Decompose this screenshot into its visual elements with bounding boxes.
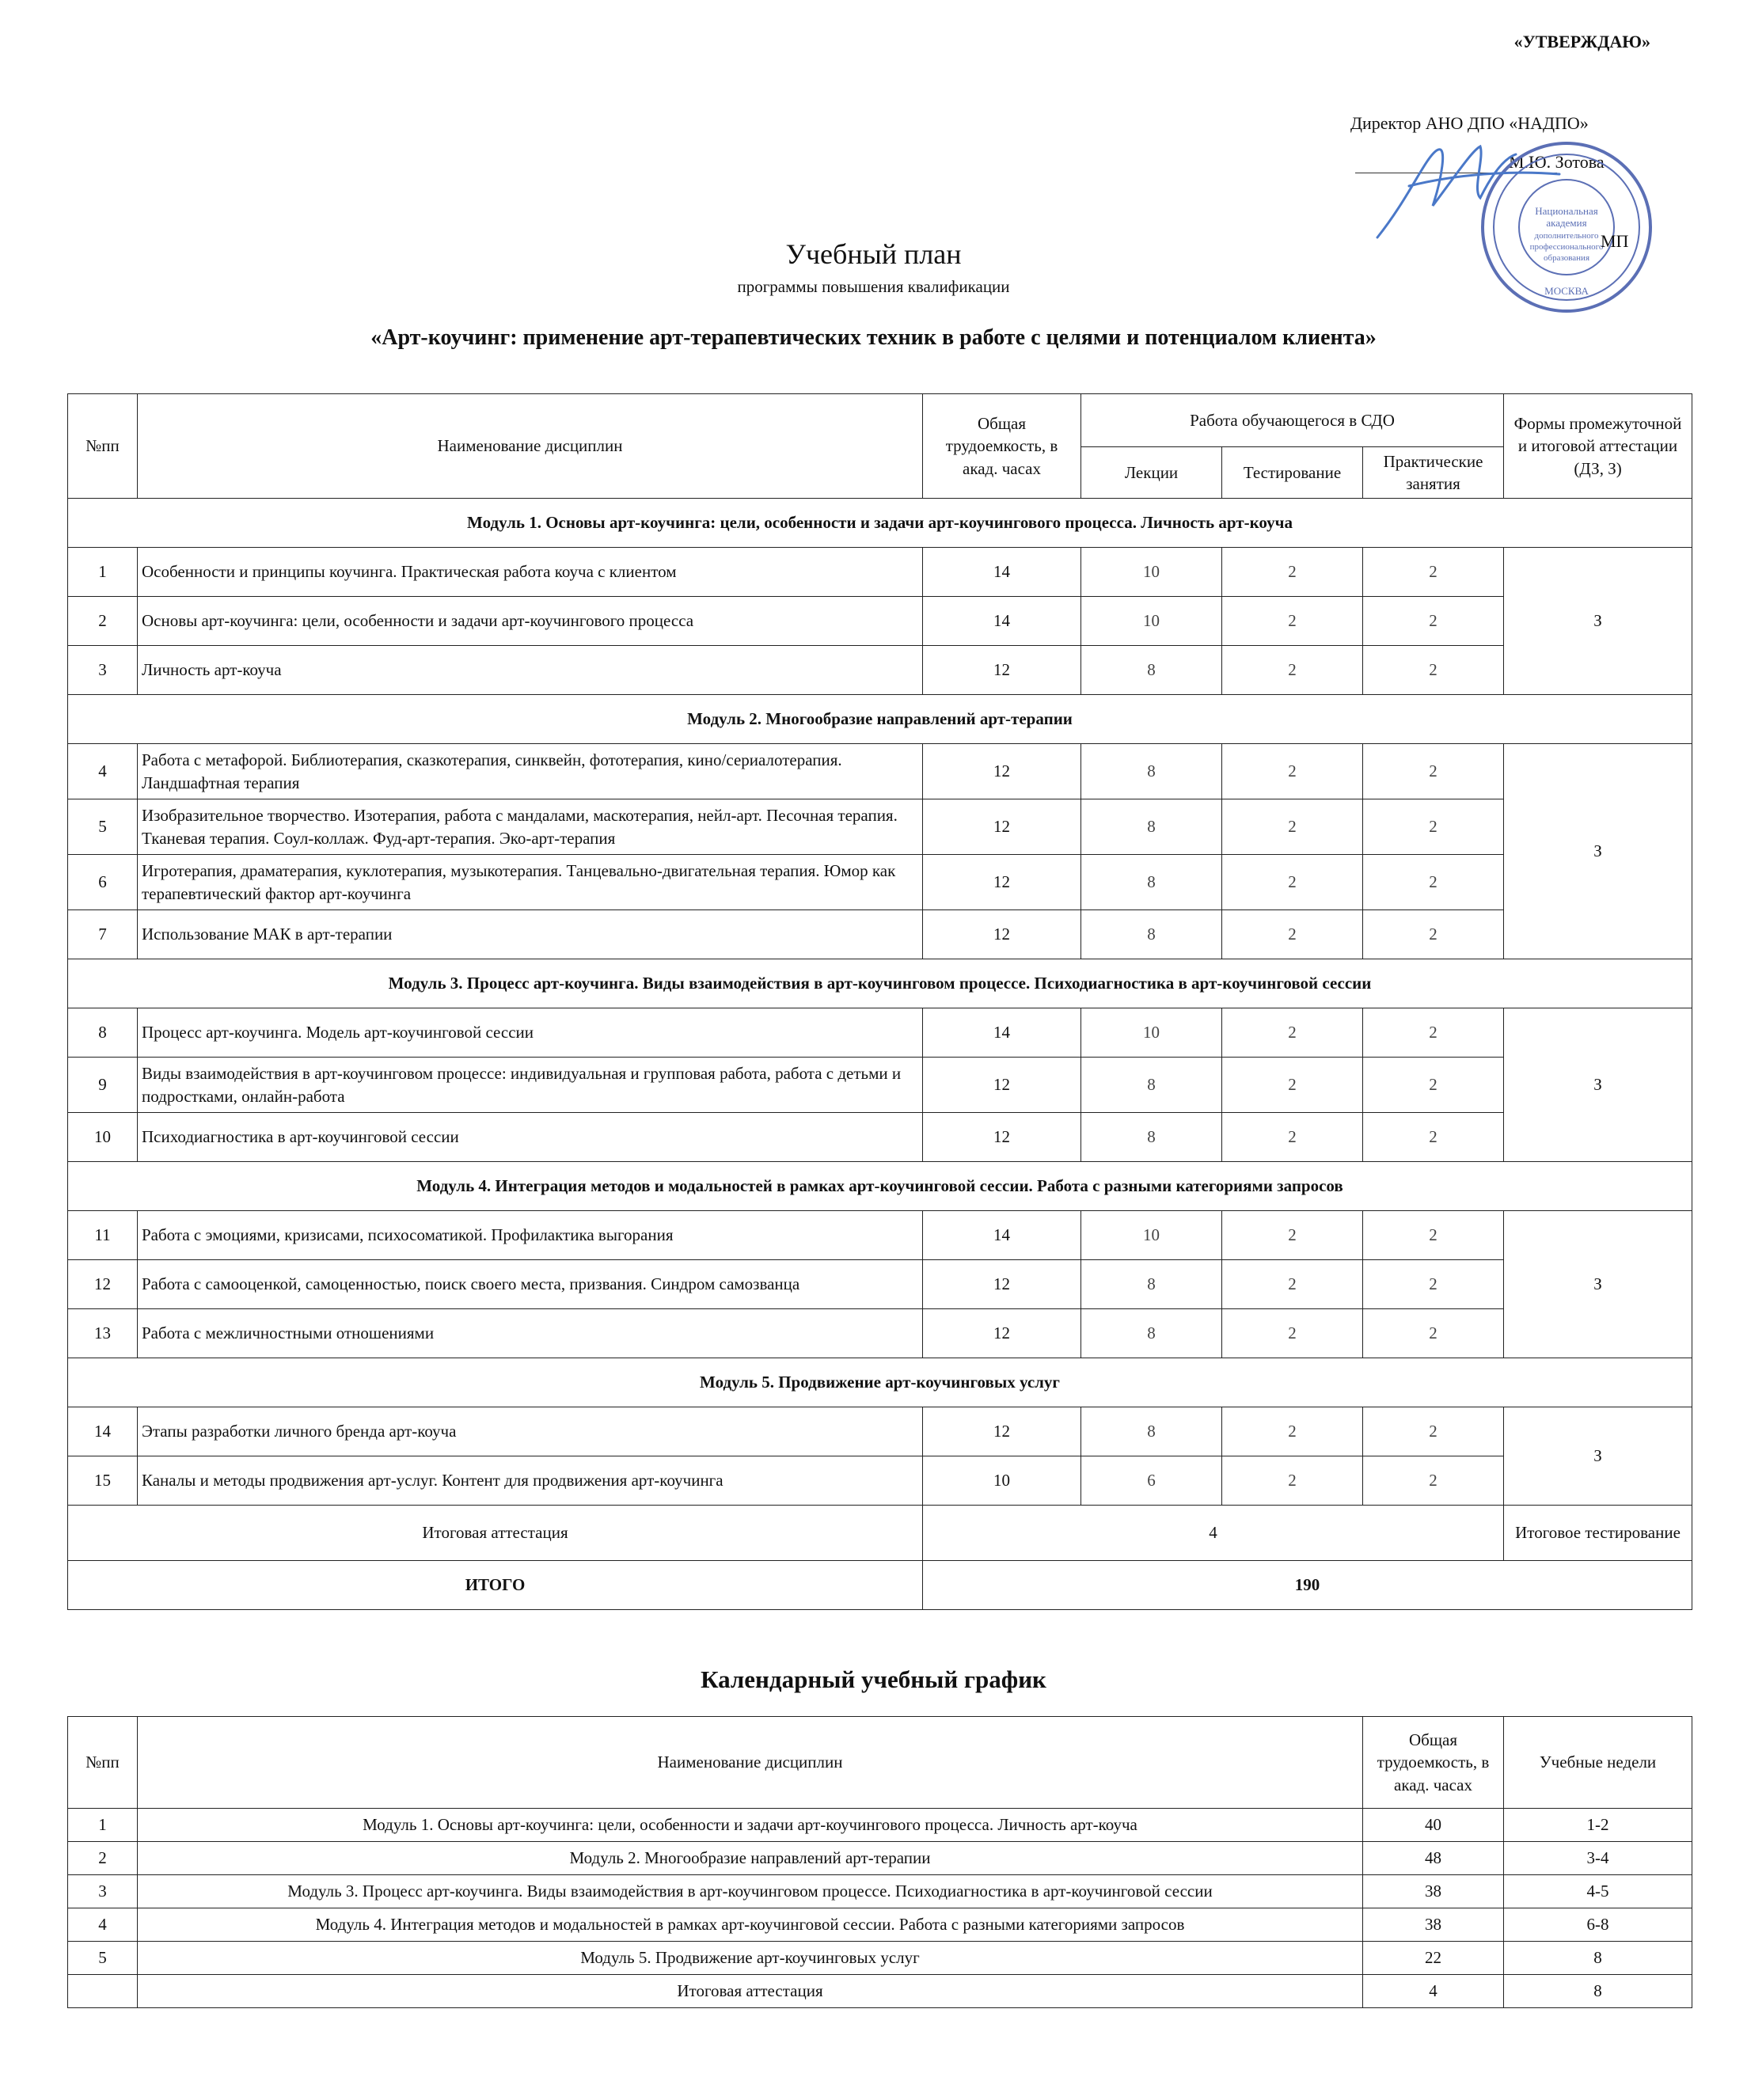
- total-hours: 12: [923, 1113, 1081, 1162]
- table-row: [68, 1113, 1692, 1162]
- row-number: 10: [68, 1113, 138, 1162]
- discipline-name: Этапы разработки личного бренда арт-коуча: [138, 1407, 923, 1456]
- discipline-name: Процесс арт-коучинга. Модель арт-коучинговой сессии: [138, 1008, 923, 1058]
- svg-text:дополнительного: дополнительного: [1534, 231, 1599, 241]
- row-number: 6: [68, 855, 138, 910]
- practice-hours: 2: [1363, 855, 1504, 910]
- discipline-name: Изобразительное творчество. Изотерапия, работа с мандалами, маскотерапия, нейл-арт. Песочная терапия. Тканевая терапия. Соул-коллаж. Фуд-арт-терапия. Эко-арт-терапия: [138, 799, 923, 855]
- total-hours: 14: [923, 1008, 1081, 1058]
- svg-text:академия: академия: [1546, 217, 1587, 229]
- testing-hours: 2: [1222, 548, 1363, 597]
- table-row: [68, 597, 1692, 646]
- lecture-hours: 8: [1081, 646, 1222, 695]
- lecture-hours: 8: [1081, 910, 1222, 959]
- discipline-name: Игротерапия, драматерапия, куклотерапия, музыкотерапия. Танцевально-двигательная терапия. Юмор как терапевтический фактор арт-коучинга: [138, 855, 923, 910]
- seal-mark: МП: [1601, 231, 1629, 251]
- lecture-hours: 8: [1081, 1113, 1222, 1162]
- total-hours: 12: [923, 1309, 1081, 1358]
- final-attestation-label: Итоговая аттестация: [68, 1506, 923, 1561]
- module-header-row: [68, 695, 1692, 744]
- testing-hours: 2: [1222, 1260, 1363, 1309]
- table-row: [68, 1008, 1692, 1058]
- calendar-header-name: Наименование дисциплин: [138, 1717, 1363, 1809]
- lecture-hours: 10: [1081, 1008, 1222, 1058]
- document-title: Учебный план: [785, 238, 962, 270]
- lecture-hours: 6: [1081, 1456, 1222, 1506]
- row-number: 12: [68, 1260, 138, 1309]
- table-row: [68, 1309, 1692, 1358]
- total-value: 190: [923, 1561, 1692, 1610]
- calendar-total-hours: 4: [1363, 1975, 1504, 2008]
- calendar-row: [68, 1809, 1692, 1842]
- discipline-name: Виды взаимодействия в арт-коучинговом процессе: индивидуальная и групповая работа, работа с детьми и подростками, онлайн-работа: [138, 1058, 923, 1113]
- header-total: Общая трудоемкость, в акад. часах: [923, 394, 1081, 499]
- table-row: [68, 910, 1692, 959]
- total-hours: 14: [923, 548, 1081, 597]
- module-title: Модуль 1. Основы арт-коучинга: цели, особенности и задачи арт-коучингового процесса. Личность арт-коуча: [68, 499, 1692, 548]
- calendar-row-number: 2: [68, 1842, 138, 1875]
- header-forms: Формы промежуточной и итоговой аттестации (ДЗ, З): [1504, 394, 1692, 499]
- row-number: 13: [68, 1309, 138, 1358]
- row-number: 7: [68, 910, 138, 959]
- calendar-row: [68, 1875, 1692, 1908]
- calendar-row-number: 1: [68, 1809, 138, 1842]
- calendar-module-name: Модуль 1. Основы арт-коучинга: цели, особенности и задачи арт-коучингового процесса. Личность арт-коуча: [138, 1809, 1363, 1842]
- practice-hours: 2: [1363, 1309, 1504, 1358]
- module-header-row: [68, 499, 1692, 548]
- practice-hours: 2: [1363, 1407, 1504, 1456]
- discipline-name: Работа с самооценкой, самоценностью, поиск своего места, призвания. Синдром самозванца: [138, 1260, 923, 1309]
- calendar-row: [68, 1842, 1692, 1875]
- testing-hours: 2: [1222, 1309, 1363, 1358]
- testing-hours: 2: [1222, 910, 1363, 959]
- module-attestation: З: [1504, 1211, 1692, 1358]
- discipline-name: Работа с межличностными отношениями: [138, 1309, 923, 1358]
- total-hours: 12: [923, 799, 1081, 855]
- calendar-row: [68, 1975, 1692, 2008]
- total-hours: 14: [923, 1211, 1081, 1260]
- module-header-row: [68, 959, 1692, 1008]
- discipline-name: Особенности и принципы коучинга. Практическая работа коуча с клиентом: [138, 548, 923, 597]
- row-number: 4: [68, 744, 138, 799]
- calendar-header-weeks: Учебные недели: [1504, 1717, 1692, 1809]
- calendar-module-name: Модуль 2. Многообразие направлений арт-терапии: [138, 1842, 1363, 1875]
- total-label: ИТОГО: [68, 1561, 923, 1610]
- lecture-hours: 8: [1081, 855, 1222, 910]
- testing-hours: 2: [1222, 1211, 1363, 1260]
- total-hours: 12: [923, 1058, 1081, 1113]
- signatory-name: М.Ю. Зотова: [1509, 152, 1605, 172]
- total-hours: 14: [923, 597, 1081, 646]
- testing-hours: 2: [1222, 1407, 1363, 1456]
- table-row: [68, 1407, 1692, 1456]
- approval-label: «УТВЕРЖДАЮ»: [1513, 32, 1650, 51]
- testing-hours: 2: [1222, 1058, 1363, 1113]
- final-attestation-row: [68, 1506, 1692, 1561]
- testing-hours: 2: [1222, 646, 1363, 695]
- row-number: 15: [68, 1456, 138, 1506]
- module-title: Модуль 2. Многообразие направлений арт-терапии: [68, 695, 1692, 744]
- total-hours: 12: [923, 855, 1081, 910]
- testing-hours: 2: [1222, 1008, 1363, 1058]
- calendar-title: Календарный учебный график: [701, 1665, 1046, 1693]
- calendar-total-hours: 40: [1363, 1809, 1504, 1842]
- calendar-header-num: №пп: [68, 1717, 138, 1809]
- calendar-total-hours: 38: [1363, 1908, 1504, 1942]
- testing-hours: 2: [1222, 1456, 1363, 1506]
- module-title: Модуль 3. Процесс арт-коучинга. Виды взаимодействия в арт-коучинговом процессе. Психодиагностика в арт-коучинговой сессии: [68, 959, 1692, 1008]
- header-work: Работа обучающегося в СДО: [1081, 394, 1504, 447]
- total-hours: 12: [923, 646, 1081, 695]
- lecture-hours: 8: [1081, 744, 1222, 799]
- curriculum-body: [68, 499, 1692, 1610]
- svg-text:Национальная: Национальная: [1535, 205, 1598, 217]
- row-number: 5: [68, 799, 138, 855]
- calendar-row-number: 5: [68, 1942, 138, 1975]
- practice-hours: 2: [1363, 910, 1504, 959]
- module-attestation: З: [1504, 1407, 1692, 1506]
- module-attestation: З: [1504, 548, 1692, 695]
- table-row: [68, 548, 1692, 597]
- table-row: [68, 799, 1692, 855]
- calendar-module-name: Итоговая аттестация: [138, 1975, 1363, 2008]
- handwritten-signature: [1362, 127, 1567, 245]
- lecture-hours: 10: [1081, 597, 1222, 646]
- practice-hours: 2: [1363, 799, 1504, 855]
- row-number: 11: [68, 1211, 138, 1260]
- discipline-name: Работа с метафорой. Библиотерапия, сказкотерапия, синквейн, фототерапия, кино/сериалотерапия. Ландшафтная терапия: [138, 744, 923, 799]
- practice-hours: 2: [1363, 597, 1504, 646]
- discipline-name: Личность арт-коуча: [138, 646, 923, 695]
- calendar-row: [68, 1908, 1692, 1942]
- practice-hours: 2: [1363, 1113, 1504, 1162]
- table-row: [68, 1058, 1692, 1113]
- total-hours: 12: [923, 1260, 1081, 1309]
- calendar-row-number: [68, 1975, 138, 2008]
- practice-hours: 2: [1363, 1456, 1504, 1506]
- calendar-row-number: 3: [68, 1875, 138, 1908]
- discipline-name: Работа с эмоциями, кризисами, психосоматикой. Профилактика выгорания: [138, 1211, 923, 1260]
- lecture-hours: 8: [1081, 1407, 1222, 1456]
- testing-hours: 2: [1222, 744, 1363, 799]
- total-hours: 12: [923, 1407, 1081, 1456]
- calendar-table: [67, 1716, 1692, 2008]
- module-title: Модуль 4. Интеграция методов и модальностей в рамках арт-коучинговой сессии. Работа с разными категориями запросов: [68, 1162, 1692, 1211]
- lecture-hours: 10: [1081, 548, 1222, 597]
- lecture-hours: 8: [1081, 799, 1222, 855]
- row-number: 9: [68, 1058, 138, 1113]
- table-row: [68, 1260, 1692, 1309]
- calendar-weeks: 4-5: [1504, 1875, 1692, 1908]
- table-row: [68, 1456, 1692, 1506]
- header-lectures: Лекции: [1081, 447, 1222, 499]
- discipline-name: Каналы и методы продвижения арт-услуг. Контент для продвижения арт-коучинга: [138, 1456, 923, 1506]
- table-row: [68, 646, 1692, 695]
- table-row: [68, 744, 1692, 799]
- row-number: 14: [68, 1407, 138, 1456]
- lecture-hours: 10: [1081, 1211, 1222, 1260]
- calendar-total-hours: 48: [1363, 1842, 1504, 1875]
- row-number: 3: [68, 646, 138, 695]
- header-num: №пп: [68, 394, 138, 499]
- practice-hours: 2: [1363, 744, 1504, 799]
- lecture-hours: 8: [1081, 1058, 1222, 1113]
- calendar-weeks: 6-8: [1504, 1908, 1692, 1942]
- total-hours: 12: [923, 910, 1081, 959]
- calendar-module-name: Модуль 3. Процесс арт-коучинга. Виды взаимодействия в арт-коучинговом процессе. Психодиагностика в арт-коучинговой сессии: [138, 1875, 1363, 1908]
- practice-hours: 2: [1363, 548, 1504, 597]
- testing-hours: 2: [1222, 1113, 1363, 1162]
- document-subtitle: программы повышения квалификации: [737, 277, 1010, 296]
- table-row: [68, 855, 1692, 910]
- header-practice: Практические занятия: [1363, 447, 1504, 499]
- curriculum-table: [67, 393, 1692, 1610]
- calendar-row-number: 4: [68, 1908, 138, 1942]
- practice-hours: 2: [1363, 646, 1504, 695]
- module-attestation: З: [1504, 744, 1692, 959]
- practice-hours: 2: [1363, 1058, 1504, 1113]
- module-header-row: [68, 1358, 1692, 1407]
- calendar-row: [68, 1942, 1692, 1975]
- practice-hours: 2: [1363, 1008, 1504, 1058]
- calendar-body: [68, 1809, 1692, 2008]
- row-number: 1: [68, 548, 138, 597]
- testing-hours: 2: [1222, 855, 1363, 910]
- calendar-weeks: 8: [1504, 1942, 1692, 1975]
- module-header-row: [68, 1162, 1692, 1211]
- discipline-name: Психодиагностика в арт-коучинговой сессии: [138, 1113, 923, 1162]
- row-number: 8: [68, 1008, 138, 1058]
- calendar-weeks: 3-4: [1504, 1842, 1692, 1875]
- director-title: Директор АНО ДПО «НАДПО»: [1350, 113, 1589, 133]
- discipline-name: Основы арт-коучинга: цели, особенности и задачи арт-коучингового процесса: [138, 597, 923, 646]
- table-row: [68, 1211, 1692, 1260]
- final-attestation-hours: 4: [923, 1506, 1504, 1561]
- header-name: Наименование дисциплин: [138, 394, 923, 499]
- svg-text:МОСКВА: МОСКВА: [1544, 285, 1589, 297]
- calendar-weeks: 8: [1504, 1975, 1692, 2008]
- testing-hours: 2: [1222, 597, 1363, 646]
- lecture-hours: 8: [1081, 1260, 1222, 1309]
- program-name: «Арт-коучинг: применение арт-терапевтических техник в работе с целями и потенциалом клиента»: [370, 325, 1377, 350]
- practice-hours: 2: [1363, 1211, 1504, 1260]
- module-title: Модуль 5. Продвижение арт-коучинговых услуг: [68, 1358, 1692, 1407]
- final-attestation-form: Итоговое тестирование: [1504, 1506, 1692, 1561]
- header-testing: Тестирование: [1222, 447, 1363, 499]
- discipline-name: Использование МАК в арт-терапии: [138, 910, 923, 959]
- svg-text:профессионального: профессионального: [1529, 242, 1604, 252]
- total-hours: 12: [923, 744, 1081, 799]
- calendar-header-total: Общая трудоемкость, в акад. часах: [1363, 1717, 1504, 1809]
- testing-hours: 2: [1222, 799, 1363, 855]
- row-number: 2: [68, 597, 138, 646]
- calendar-total-hours: 38: [1363, 1875, 1504, 1908]
- calendar-module-name: Модуль 4. Интеграция методов и модальностей в рамках арт-коучинговой сессии. Работа с разными категориями запросов: [138, 1908, 1363, 1942]
- calendar-weeks: 1-2: [1504, 1809, 1692, 1842]
- lecture-hours: 8: [1081, 1309, 1222, 1358]
- calendar-module-name: Модуль 5. Продвижение арт-коучинговых услуг: [138, 1942, 1363, 1975]
- svg-text:образования: образования: [1543, 253, 1590, 263]
- practice-hours: 2: [1363, 1260, 1504, 1309]
- total-hours: 10: [923, 1456, 1081, 1506]
- module-attestation: З: [1504, 1008, 1692, 1162]
- calendar-total-hours: 22: [1363, 1942, 1504, 1975]
- total-row: [68, 1561, 1692, 1610]
